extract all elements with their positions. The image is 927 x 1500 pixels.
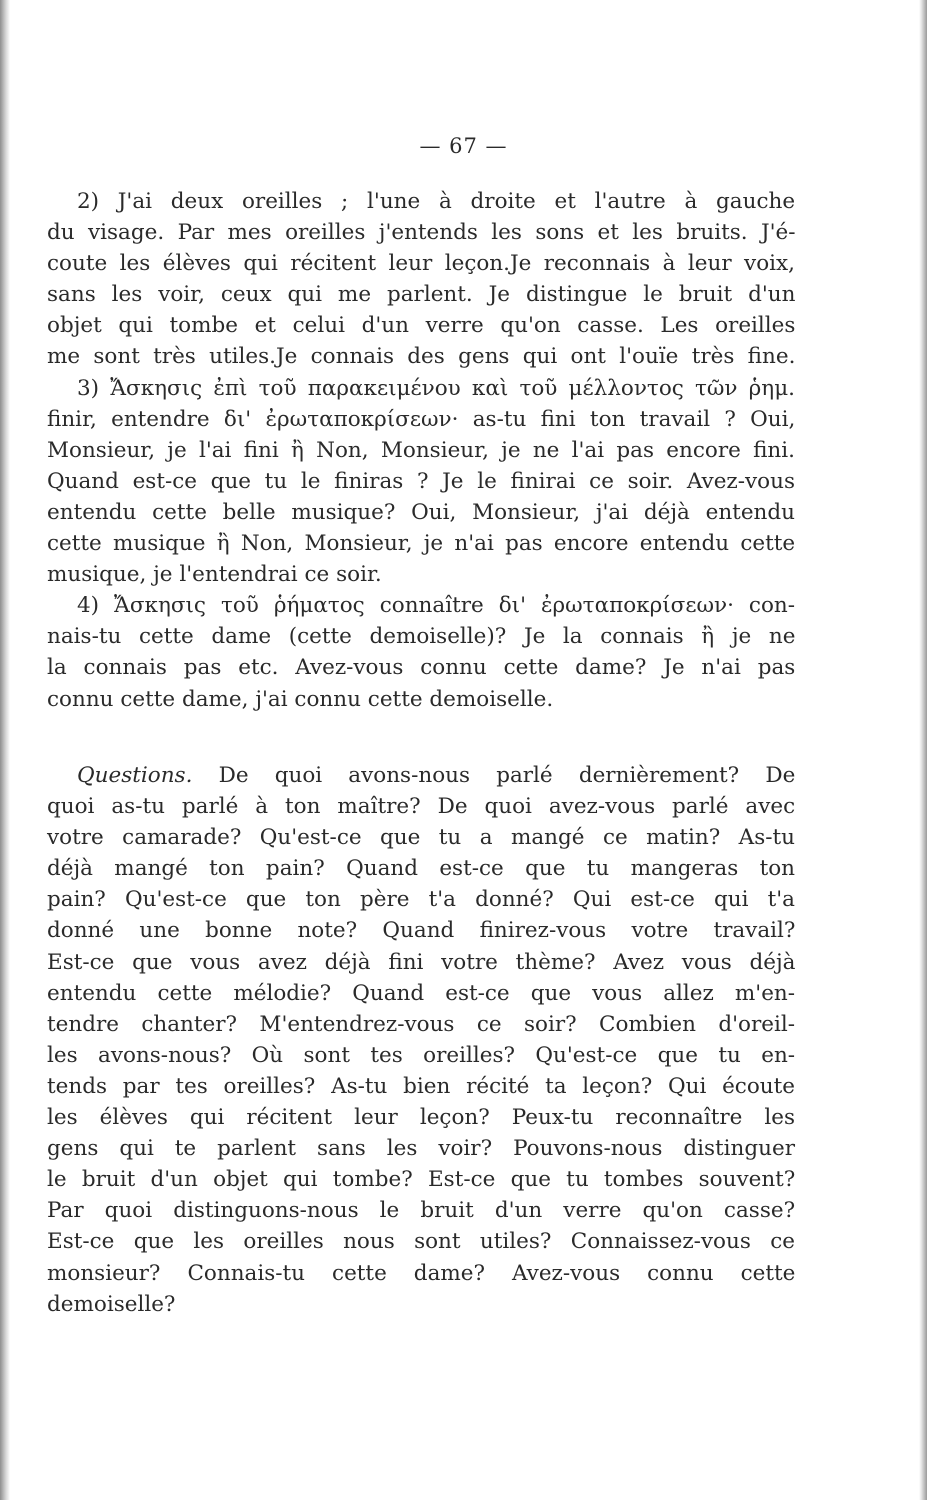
page-left-edge bbox=[0, 0, 10, 1500]
text-line: objet qui tombe et celui d'un verre qu'on casse. Les oreilles bbox=[47, 313, 796, 339]
text-line: pain? Qu'est-ce que ton père t'a donné? Qui est-ce qui t'a bbox=[47, 887, 795, 913]
text-line: les avons-nous? Où sont tes oreilles? Qu'est-ce que tu en- bbox=[47, 1042, 796, 1068]
text-line: me sont très utiles.Je connais des gens qui ont l'ouïe très fine. bbox=[47, 344, 796, 370]
text-line: monsieur? Connais-tu cette dame? Avez-vous connu cette bbox=[47, 1260, 796, 1286]
text-line: entendu cette belle musique? Oui, Monsieur, j'ai déjà entendu bbox=[47, 499, 795, 525]
text-line: la connais pas etc. Avez-vous connu cette dame? Je n'ai pas bbox=[47, 655, 796, 681]
questions-label: Questions. bbox=[77, 763, 193, 788]
exercises-section bbox=[47, 186, 795, 715]
text-line: demoiselle? bbox=[47, 1291, 176, 1317]
text-line: Quand est-ce que tu le finiras ? Je le finirai ce soir. Avez-vous bbox=[47, 468, 795, 494]
questions-section bbox=[47, 760, 795, 1320]
text-line: donné une bonne note? Quand finirez-vous votre travail? bbox=[47, 918, 796, 944]
text-line: musique, je l'entendrai ce soir. bbox=[47, 562, 382, 588]
text-line: Est-ce que vous avez déjà fini votre thème? Avez vous déjà bbox=[47, 949, 796, 975]
text-line: 3) Ἄσκησις ἐπὶ τοῦ παρακειμένου καὶ τοῦ μέλλοντος τῶν ῥημ. bbox=[77, 375, 795, 401]
text-line: Par quoi distinguons-nous le bruit d'un verre qu'on casse? bbox=[47, 1198, 796, 1224]
text-line: coute les élèves qui récitent leur leçon.Je reconnais à leur voix, bbox=[47, 251, 795, 277]
text-line: déjà mangé ton pain? Quand est-ce que tu mangeras ton bbox=[47, 856, 795, 882]
text-line: les élèves qui récitent leur leçon? Peux-tu reconnaître les bbox=[47, 1105, 795, 1131]
text-line: cette musique ἢ Non, Monsieur, je n'ai pas encore entendu cette bbox=[47, 531, 796, 557]
text-line: du visage. Par mes oreilles j'entends les sons et les bruits. J'é- bbox=[47, 220, 796, 246]
text-line: nais-tu cette dame (cette demoiselle)? Je la connais ἢ je ne bbox=[47, 624, 796, 650]
text-line: votre camarade? Qu'est-ce que tu a mangé ce matin? As-tu bbox=[47, 825, 795, 851]
page-number: — 67 — bbox=[419, 134, 508, 158]
page-right-edge bbox=[919, 0, 927, 1500]
text-line: quoi as-tu parlé à ton maître? De quoi avez-vous parlé avec bbox=[47, 794, 796, 820]
text-line: 2) J'ai deux oreilles ; l'une à droite et l'autre à gauche bbox=[77, 189, 796, 214]
text-line: sans les voir, ceux qui me parlent. Je distingue le bruit d'un bbox=[47, 282, 796, 308]
text-line: tendre chanter? M'entendrez-vous ce soir? Combien d'oreil- bbox=[47, 1011, 795, 1037]
questions-first-line bbox=[47, 760, 795, 791]
text-line: gens qui te parlent sans les voir? Pouvons-nous distinguer bbox=[47, 1136, 795, 1162]
text-line: Est-ce que les oreilles nous sont utiles? Connaissez-vous ce bbox=[47, 1229, 795, 1255]
text-line: finir, entendre δι' ἐρωταποκρίσεων· as-tu fini ton travail ? Oui, bbox=[47, 406, 796, 432]
text-line: Monsieur, je l'ai fini ἢ Non, Monsieur, je ne l'ai pas encore fini. bbox=[47, 437, 795, 463]
text-line-rest: De quoi avons-nous parlé dernièrement? De bbox=[218, 763, 796, 788]
text-line: entendu cette mélodie? Quand est-ce que vous allez m'en- bbox=[47, 980, 796, 1006]
text-line: 4) Ἄσκησις τοῦ ῥήματος connaître δι' ἐρωταποκρίσεων· con- bbox=[77, 593, 795, 619]
text-line: connu cette dame, j'ai connu cette demoiselle. bbox=[47, 686, 554, 712]
text-line: tends par tes oreilles? As-tu bien récité ta leçon? Qui écoute bbox=[47, 1073, 795, 1099]
text-line: le bruit d'un objet qui tombe? Est-ce que tu tombes souvent? bbox=[47, 1167, 796, 1193]
